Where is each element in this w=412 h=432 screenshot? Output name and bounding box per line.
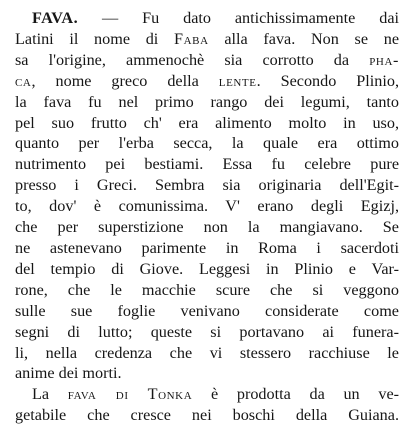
text-line: ca, nome greco della lente. Secondo Plinio, (15, 71, 400, 90)
term-phaca-part2: ca (15, 71, 32, 90)
text-line: anime dei morti. (15, 364, 122, 383)
term-faba: Faba (173, 29, 209, 48)
term-lente: lente (218, 71, 257, 90)
text-line: quanto per l'erba secca, la quale era ottimo (15, 134, 399, 153)
document-page (15, 8, 399, 426)
text-line: pel suo frutto ch' era alimento molto in uso, (15, 113, 399, 132)
entry-fava-di-tonka (15, 384, 399, 426)
text-line: getabile che cresce nei boschi della Guiana. (15, 406, 399, 425)
text-line: sa l'origine, ammenochè sia corrotto da pha- (15, 50, 399, 69)
text-line: Latini il nome di Faba alla fava. Non se ne (15, 29, 400, 48)
text-line: la fava fu nel primo rango dei legumi, tanto (15, 92, 399, 111)
text-line: nutrimento pei bestiami. Essa fu celebre pure (15, 155, 399, 174)
text-line: to, dov' è comunissima. V' erano degli Egizj, (15, 197, 399, 216)
text-line: ne astenevano parimente in Roma i sacerdoti (15, 238, 399, 257)
text-line: La fava di Tonka è prodotta da un ve- (32, 385, 400, 404)
text-line: che per superstizione non la mangiavano. Se (15, 218, 399, 237)
text-line: rone, che le macchie scure che si veggono (15, 280, 399, 299)
text-line: segni di lutto; queste si portavano ai funera- (15, 322, 399, 341)
text-line: sulle sue foglie venivano considerate come (15, 301, 399, 320)
term-fava-di-tonka: fava di Tonka (67, 385, 193, 404)
term-phaca-part1: pha- (369, 50, 399, 69)
entry-fava (15, 8, 399, 384)
text-line: FAVA. — Fu dato antichissimamente dai (32, 9, 399, 27)
text-line: del tempio di Giove. Leggesi in Plinio e Var- (15, 259, 399, 278)
text-line: li, nella credenza che vi stessero racchiuse le (15, 343, 399, 362)
headword: FAVA. (32, 9, 79, 27)
text-line: presso i Greci. Sembra sia originaria dell'Egit- (15, 176, 399, 195)
